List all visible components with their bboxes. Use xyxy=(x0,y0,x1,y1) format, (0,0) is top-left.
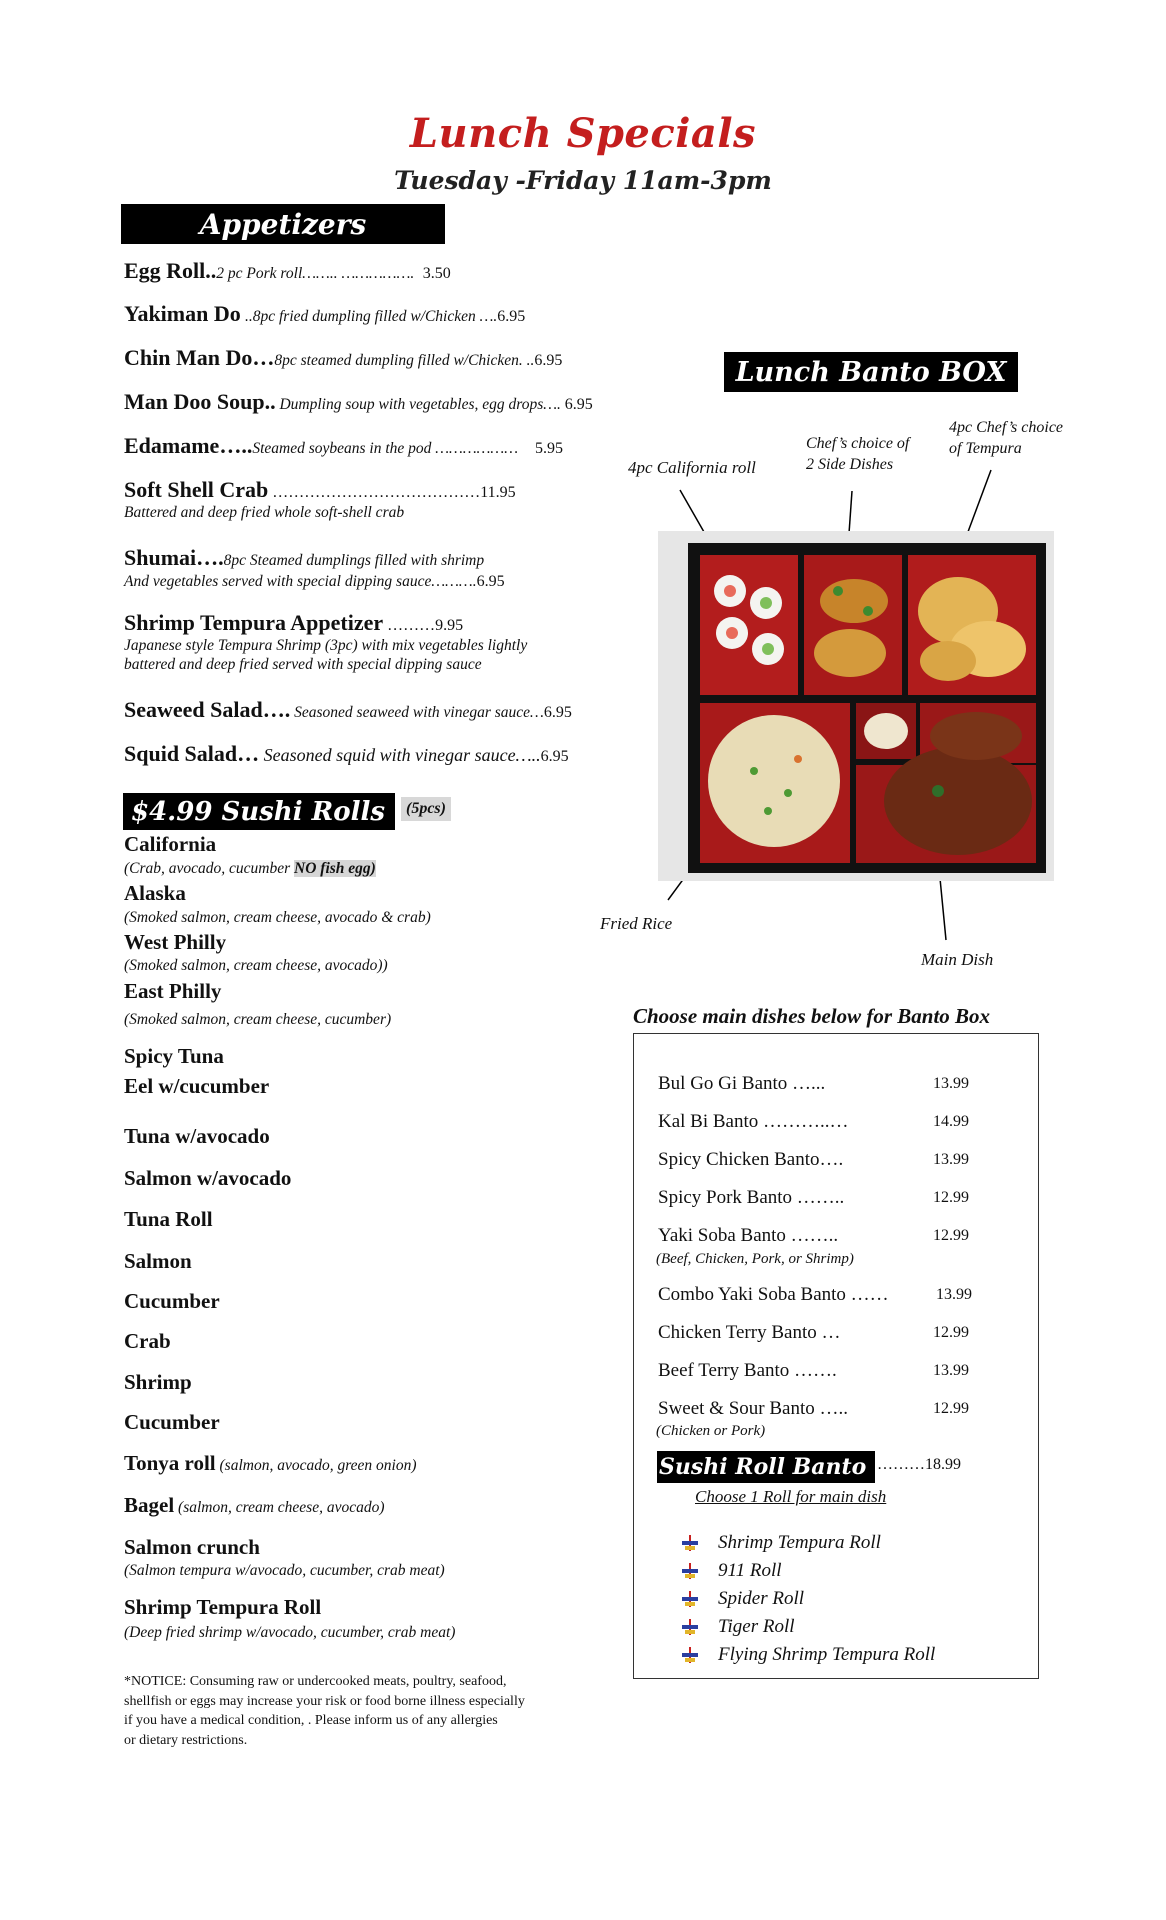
menu-item: Seaweed Salad…. Seasoned seaweed with vinegar sauce…6.95 xyxy=(124,697,572,722)
allergy-notice: *NOTICE: Consuming raw or undercooked meats, poultry, seafood, shellfish or eggs may increase your risk or food borne illness especially if you have a medical condition, . Please inform us of any allergies or dietary restrictions. xyxy=(124,1674,525,1748)
roll-name: Salmon xyxy=(124,1249,192,1273)
main-dish-row: Yaki Soba Banto …….. 12.99 xyxy=(658,1225,969,1246)
roll-name: Tuna Roll xyxy=(124,1207,213,1231)
roll-option: Shrimp Tempura Roll xyxy=(682,1532,881,1554)
bullet-icon xyxy=(682,1563,698,1579)
sushi-rolls-heading: $4.99 Sushi Rolls xyxy=(123,793,395,830)
bullet-icon xyxy=(682,1535,698,1551)
page-title: Lunch Specials xyxy=(409,110,757,157)
menu-item: Squid Salad… Seasoned squid with vinegar sauce…..6.95 xyxy=(124,741,569,766)
main-dish-row: Combo Yaki Soba Banto …… 13.99 xyxy=(658,1284,972,1305)
roll-name: West Philly xyxy=(124,930,227,954)
roll-description: (Smoked salmon, cream cheese, avocado)) xyxy=(124,957,388,974)
roll-name: Cucumber xyxy=(124,1410,220,1434)
roll-name: Alaska xyxy=(124,881,186,905)
callout-main-dish: Main Dish xyxy=(921,950,994,969)
roll-name: Bagel (salmon, cream cheese, avocado) xyxy=(124,1493,385,1517)
roll-name: Crab xyxy=(124,1329,171,1353)
roll-name: Salmon w/avocado xyxy=(124,1166,292,1190)
main-dish-row: Sweet & Sour Banto ….. 12.99 xyxy=(658,1398,969,1419)
appetizers-heading: Appetizers xyxy=(121,204,445,244)
bento-box-illustration xyxy=(658,531,1054,881)
main-dish-row: Chicken Terry Banto … 12.99 xyxy=(658,1322,969,1343)
menu-item: Shumai….8pc Steamed dumplings filled with shrimp And vegetables served with special dipping sauce……….6.95 xyxy=(124,545,505,590)
menu-item: Yakiman Do ..8pc fried dumpling filled w/Chicken ….6.95 xyxy=(124,301,526,326)
roll-option: 911 Roll xyxy=(682,1560,782,1582)
menu-item: Soft Shell Crab …………………………………11.95 Battered and deep fried whole soft-shell crab xyxy=(124,477,516,521)
main-dishes-title: Choose main dishes below for Banto Box xyxy=(633,1004,991,1028)
bullet-icon xyxy=(682,1619,698,1635)
menu-item: Shrimp Tempura Appetizer ………9.95 Japanese style Tempura Shrimp (3pc) with mix vegetables lightly battered and deep fried served with special dipping sauce xyxy=(124,610,528,673)
roll-option: Flying Shrimp Tempura Roll xyxy=(682,1644,935,1666)
bento-box-photo xyxy=(658,531,1054,881)
main-dish-row: Kal Bi Banto ………..… 14.99 xyxy=(658,1111,969,1132)
roll-name: Tonya roll (salmon, avocado, green onion) xyxy=(124,1451,417,1475)
roll-name: California xyxy=(124,832,217,856)
sushi-roll-banto-heading: Sushi Roll Banto xyxy=(657,1451,875,1483)
roll-name: Spicy Tuna xyxy=(124,1044,224,1068)
roll-description: (Salmon tempura w/avocado, cucumber, crab meat) xyxy=(124,1562,445,1579)
main-dish-row: Spicy Chicken Banto…. 13.99 xyxy=(658,1149,969,1170)
menu-item: Egg Roll..2 pc Pork roll…….. ……………. 3.50 xyxy=(124,258,451,283)
page-subtitle: Tuesday -Friday 11am-3pm xyxy=(394,166,772,195)
main-dish-row: Spicy Pork Banto …….. 12.99 xyxy=(658,1187,969,1208)
callout-tempura: 4pc Chef’s choice of Tempura xyxy=(949,419,1064,457)
roll-description: (Smoked salmon, cream cheese, avocado & crab) xyxy=(124,909,431,926)
main-dish-note: (Beef, Chicken, Pork, or Shrimp) xyxy=(656,1251,854,1267)
pieces-badge: (5pcs) xyxy=(401,797,451,821)
bullet-icon xyxy=(682,1591,698,1607)
roll-name: Cucumber xyxy=(124,1289,220,1313)
roll-name: East Philly xyxy=(124,979,222,1003)
roll-option: Tiger Roll xyxy=(682,1616,795,1638)
callout-side-dishes: Chef’s choice of 2 Side Dishes xyxy=(806,435,910,473)
menu-item: Chin Man Do…8pc steamed dumpling filled w/Chicken. ..6.95 xyxy=(124,345,563,370)
main-dish-row: Bul Go Gi Banto …... 13.99 xyxy=(658,1073,969,1094)
roll-name: Salmon crunch xyxy=(124,1535,260,1559)
menu-item: Edamame…..Steamed soybeans in the pod ……………… 5.95 xyxy=(124,433,563,458)
roll-description: (Crab, avocado, cucumber NO fish egg) xyxy=(124,860,376,877)
roll-description: (Smoked salmon, cream cheese, cucumber) xyxy=(124,1011,392,1028)
choose-roll-instruction: Choose 1 Roll for main dish xyxy=(695,1487,887,1506)
roll-name: Eel w/cucumber xyxy=(124,1074,270,1098)
main-dish-row: Beef Terry Banto ……. 13.99 xyxy=(658,1360,969,1381)
menu-item: Man Doo Soup.. Dumpling soup with vegetables, egg drops…. 6.95 xyxy=(124,389,593,414)
roll-name: Tuna w/avocado xyxy=(124,1124,270,1148)
sushi-roll-banto-price: ………18.99 xyxy=(877,1456,961,1473)
bullet-icon xyxy=(682,1647,698,1663)
roll-name: Shrimp xyxy=(124,1370,192,1394)
callout-fried-rice: Fried Rice xyxy=(600,914,673,933)
roll-description: (Deep fried shrimp w/avocado, cucumber, crab meat) xyxy=(124,1624,456,1641)
roll-name: Shrimp Tempura Roll xyxy=(124,1595,322,1619)
banto-box-heading: Lunch Banto BOX xyxy=(724,352,1018,392)
main-dish-note: (Chicken or Pork) xyxy=(656,1423,766,1439)
roll-option: Spider Roll xyxy=(682,1588,804,1610)
callout-california-roll: 4pc California roll xyxy=(628,458,756,477)
